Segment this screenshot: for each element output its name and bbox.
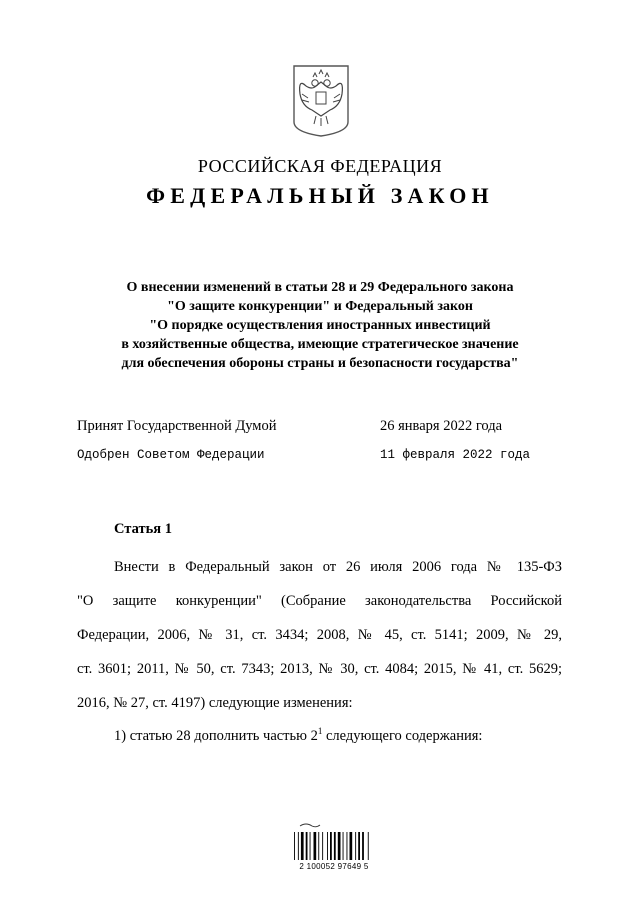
amendment-item-text: 1) статью 28 дополнить частью 2 xyxy=(114,728,318,744)
law-title-line: "О защите конкуренции" и Федеральный закон xyxy=(167,299,473,314)
article-heading: Статья 1 xyxy=(114,521,172,537)
paragraph-line: "О защите конкуренции" (Собрание законодательства Российской xyxy=(77,593,562,609)
duma-adoption-date: 26 января 2022 года xyxy=(380,418,503,434)
law-title-line: О внесении изменений в статьи 28 и 29 Федерального закона xyxy=(126,280,514,295)
amendment-item xyxy=(114,728,482,745)
amendment-item-tail: следующего содержания: xyxy=(322,728,483,744)
law-type-heading: ФЕДЕРАЛЬНЫЙ ЗАКОН xyxy=(146,183,494,208)
law-title-line: "О порядке осуществления иностранных инвестиций xyxy=(149,318,491,333)
paragraph-line: Внести в Федеральный закон от 26 июля 2006 года № 135-ФЗ xyxy=(114,559,562,575)
coat-of-arms-emblem xyxy=(288,64,354,138)
duma-adoption-row xyxy=(77,418,577,435)
duma-adoption-label: Принят Государственной Думой xyxy=(77,418,277,434)
law-title-line: в хозяйственные общества, имеющие стратегическое значение xyxy=(121,337,519,352)
council-approval-row xyxy=(77,448,577,462)
paragraph-line: 2016, № 27, ст. 4197) следующие изменения: xyxy=(77,695,353,711)
law-title-line: для обеспечения обороны страны и безопасности государства" xyxy=(121,356,519,371)
amendment-item-superscript: 1 xyxy=(317,726,323,736)
paragraph-line: Федерации, 2006, № 31, ст. 3434; 2008, № 45, ст. 5141; 2009, № 29, xyxy=(77,627,562,643)
article-paragraph xyxy=(77,550,562,720)
country-name: РОССИЙСКАЯ ФЕДЕРАЦИЯ xyxy=(197,156,443,176)
paragraph-line: ст. 3601; 2011, № 50, ст. 7343; 2013, № 30, ст. 4084; 2015, № 41, ст. 5629; xyxy=(77,661,562,677)
council-approval-label: Одобрен Советом Федерации xyxy=(77,448,265,462)
barcode-image xyxy=(292,822,376,880)
law-title xyxy=(60,278,580,373)
barcode-digits: 2 100052 97649 5 xyxy=(299,862,369,871)
council-approval-date: 11 февраля 2022 года xyxy=(380,448,531,462)
